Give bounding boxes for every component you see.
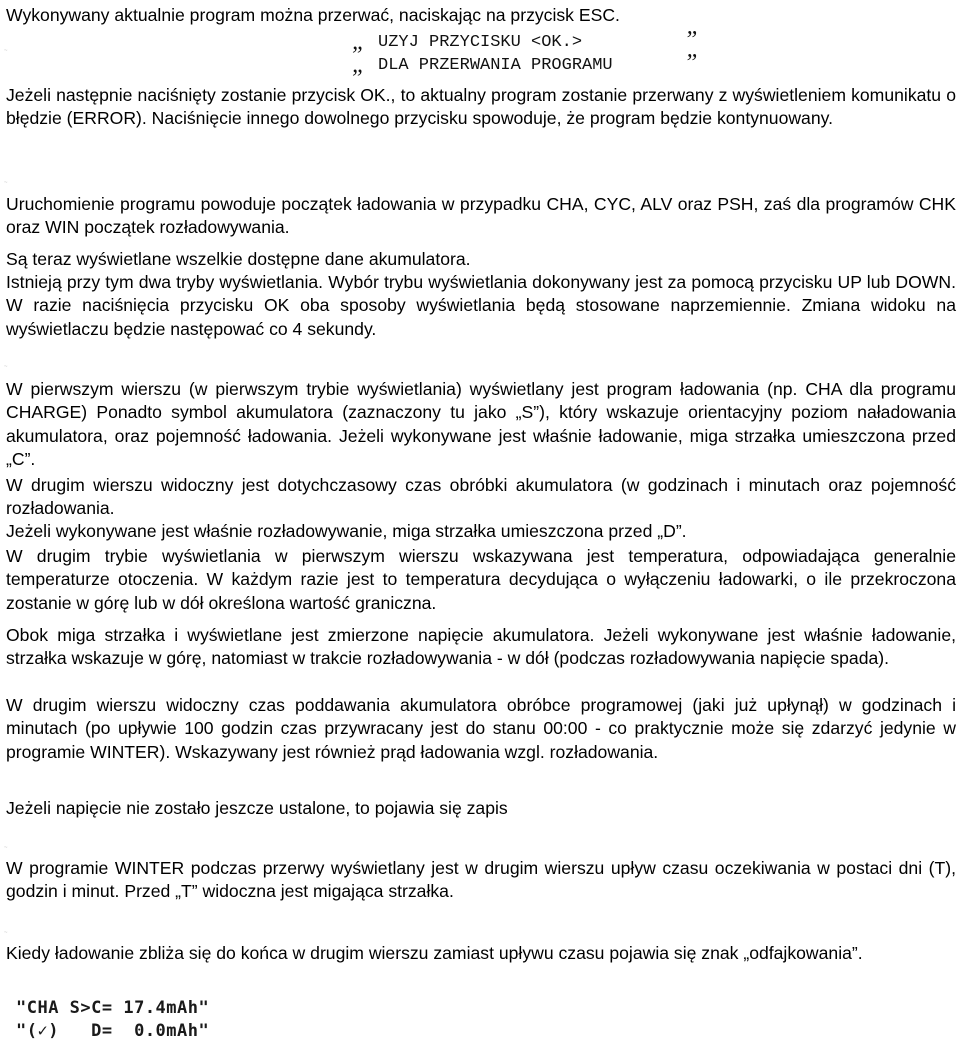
paragraph-start-program: Uruchomienie programu powoduje początek ładowania w przypadku CHA, CYC, ALV oraz PSH, zaś dla programów CHK oraz WIN początek rozładowywania.: [6, 194, 956, 238]
lcd-display-line2: "(✓) D= 0.0mAh": [16, 1021, 210, 1041]
image-placeholder-mark: ~: [4, 48, 8, 54]
quote-close-1: ”: [684, 27, 698, 53]
quote-close-2: ”: [684, 50, 698, 76]
paragraph-first-row: W pierwszym wierszu (w pierwszym trybie wyświetlania) wyświetlany jest program ładowania (np. CHA dla programu CHARGE) Ponadto symbol akumulatora (zaznaczony tu jako „S”), który wskazuje orientacyjny poziom naładowania akumulatora, oraz pojemność ładowania. Jeżeli wykonywane jest właśnie ładowanie, miga strzałka umieszczona przed „C”.: [6, 379, 956, 469]
image-placeholder-mark: ~: [4, 930, 8, 936]
paragraph-voltage: Obok miga strzałka i wyświetlane jest zmierzone napięcie akumulatora. Jeżeli wykonywane jest właśnie ładowanie, strzałka wskazuje w górę, natomiast w trakcie rozładowywania - w dół (podczas rozładowywania napięcie spada).: [6, 625, 956, 669]
paragraph-battery-data: Są teraz wyświetlane wszelkie dostępne dane akumulatora.: [6, 249, 471, 269]
paragraph-second-row: W drugim wierszu widoczny jest dotychczasowy czas obróbki akumulatora (w godzinach i minutach oraz pojemność rozładowania.: [6, 475, 956, 519]
paragraph-processing-time: W drugim wierszu widoczny czas poddawania akumulatora obróbce programowej (jaki już upłynął) w godzinach i minutach (po upływie 100 godzin czas przywracany jest do stanu 00:00 - co praktycznie może się zdarzyć jedynie w programie WINTER). Wskazywany jest również prąd ładowania wzgl. rozładowania.: [6, 695, 956, 762]
display-message-line1: UZYJ PRZYCISKU <OK.>: [378, 33, 583, 52]
paragraph-second-mode: W drugim trybie wyświetlania w pierwszym wierszu wskazywana jest temperatura, odpowiadająca generalnie temperaturze otoczenia. W każdym razie jest to temperatura decydująca o wyłączeniu ładowarki, o ile przekroczona zostanie w górę lub w dół określona wartość graniczna.: [6, 546, 956, 613]
quote-open-1: „: [352, 29, 366, 55]
image-placeholder-mark: ~: [4, 845, 8, 851]
paragraph-voltage-not-set: Jeżeli napięcie nie zostało jeszcze ustalone, to pojawia się zapis: [6, 798, 508, 818]
paragraph-checkmark: Kiedy ładowanie zbliża się do końca w drugim wierszu zamiast upływu czasu pojawia się znak „odfajkowania”.: [6, 943, 863, 963]
paragraph-ok-interrupt: Jeżeli następnie naciśnięty zostanie przycisk OK., to aktualny program zostanie przerwany z wyświetleniem komunikatu o błędzie (ERROR). Naciśnięcie innego dowolnego przycisku spowoduje, że program będzie kontynuowany.: [6, 85, 956, 129]
paragraph-discharge-arrow: Jeżeli wykonywane jest właśnie rozładowywanie, miga strzałka umieszczona przed „D”.: [6, 521, 687, 541]
quote-open-2: „: [352, 52, 366, 78]
paragraph-esc: Wykonywany aktualnie program można przerwać, naciskając na przycisk ESC.: [6, 5, 620, 25]
image-placeholder-mark: ~: [4, 364, 8, 370]
display-message-line2: DLA PRZERWANIA PROGRAMU: [378, 56, 613, 75]
lcd-display-line1: "CHA S>C= 17.4mAh": [16, 998, 210, 1018]
paragraph-display-modes: Istnieją przy tym dwa tryby wyświetlania. Wybór trybu wyświetlania dokonywany jest za pomocą przycisku UP lub DOWN. W razie naciśnięcia przycisku OK oba sposoby wyświetlania będą stosowane naprzemiennie. Zmiana widoku na wyświetlaczu będzie następować co 4 sekundy.: [6, 272, 956, 339]
image-placeholder-mark: ~: [4, 180, 8, 186]
paragraph-winter: W programie WINTER podczas przerwy wyświetlany jest w drugim wierszu upływ czasu oczekiwania w postaci dni (T), godzin i minut. Przed „T” widoczna jest migająca strzałka.: [6, 858, 956, 902]
